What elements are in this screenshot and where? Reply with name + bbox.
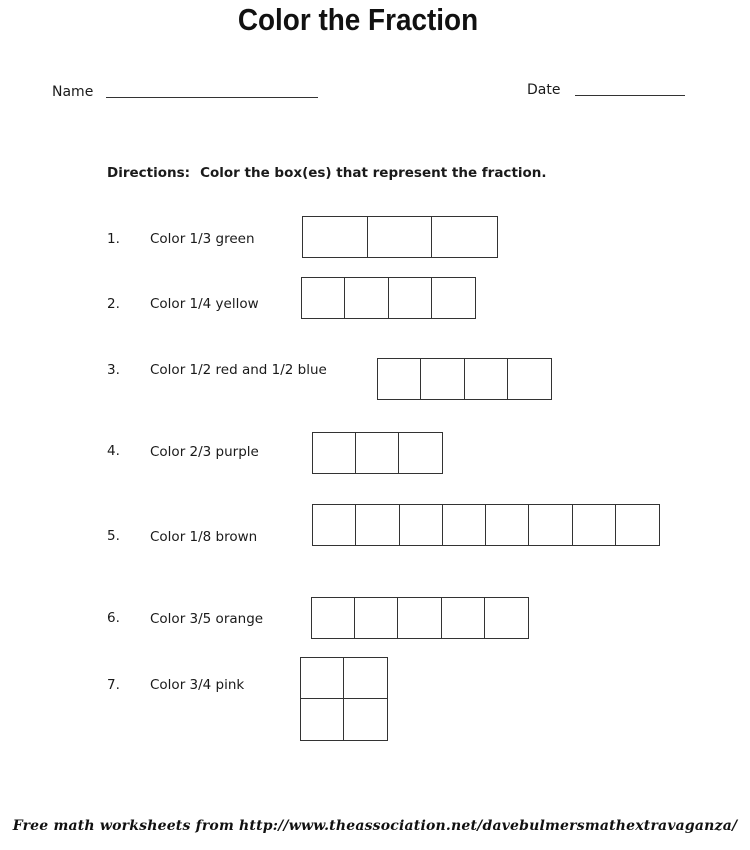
fraction-box[interactable] [398, 598, 441, 638]
fraction-box[interactable] [368, 217, 433, 257]
fraction-boxes [311, 597, 529, 639]
fraction-box[interactable] [345, 278, 388, 318]
problem-prompt: Color 1/3 green [150, 231, 255, 247]
fraction-box[interactable] [443, 505, 486, 545]
fraction-box[interactable] [432, 278, 475, 318]
footer-credit: Free math worksheets from http://www.theassociation.net/davebulmersmathextravaganza/ [12, 818, 738, 834]
problem-prompt: Color 2/3 purple [150, 444, 259, 460]
fraction-box[interactable] [442, 598, 485, 638]
fraction-box[interactable] [399, 433, 442, 473]
fraction-box[interactable] [302, 278, 345, 318]
fraction-box[interactable] [508, 359, 551, 399]
fraction-box[interactable] [301, 699, 344, 740]
fraction-box[interactable] [421, 359, 464, 399]
fraction-box[interactable] [389, 278, 432, 318]
fraction-box[interactable] [313, 433, 356, 473]
fraction-box[interactable] [356, 433, 399, 473]
fraction-box[interactable] [313, 505, 356, 545]
date-line[interactable] [575, 95, 685, 96]
problem-number: 6. [107, 610, 120, 626]
fraction-box[interactable] [485, 598, 528, 638]
fraction-box[interactable] [529, 505, 572, 545]
fraction-boxes [312, 432, 443, 474]
fraction-box[interactable] [378, 359, 421, 399]
fraction-box[interactable] [400, 505, 443, 545]
directions-text: Color the box(es) that represent the fraction. [200, 165, 547, 181]
problem-prompt: Color 3/4 pink [150, 677, 245, 693]
fraction-boxes [377, 358, 552, 400]
problem-prompt: Color 1/8 brown [150, 529, 258, 545]
directions [107, 165, 547, 181]
fraction-boxes [312, 504, 660, 546]
fraction-box[interactable] [344, 699, 387, 740]
fraction-box[interactable] [356, 505, 399, 545]
fraction-box[interactable] [344, 658, 387, 699]
fraction-box[interactable] [465, 359, 508, 399]
fraction-box[interactable] [573, 505, 616, 545]
fraction-box[interactable] [355, 598, 398, 638]
fraction-boxes [302, 216, 498, 258]
problem-prompt: Color 1/2 red and 1/2 blue [150, 362, 327, 378]
fraction-box[interactable] [303, 217, 368, 257]
fraction-box[interactable] [312, 598, 355, 638]
problem-number: 3. [107, 362, 120, 378]
problem-prompt: Color 1/4 yellow [150, 296, 259, 312]
name-line[interactable] [106, 97, 318, 98]
name-label: Name [52, 84, 94, 100]
problem-prompt: Color 3/5 orange [150, 611, 264, 627]
fraction-grid [300, 657, 388, 741]
problem-number: 4. [107, 443, 120, 459]
directions-label: Directions: [107, 165, 191, 181]
fraction-box[interactable] [301, 658, 344, 699]
problem-number: 7. [107, 677, 120, 693]
fraction-box[interactable] [616, 505, 659, 545]
problem-number: 2. [107, 296, 120, 312]
fraction-box[interactable] [486, 505, 529, 545]
fraction-boxes [301, 277, 476, 319]
problem-number: 5. [107, 528, 120, 544]
date-label: Date [527, 82, 561, 98]
problem-number: 1. [107, 231, 120, 247]
fraction-box[interactable] [432, 217, 497, 257]
worksheet-title: Color the Fraction [237, 2, 479, 37]
